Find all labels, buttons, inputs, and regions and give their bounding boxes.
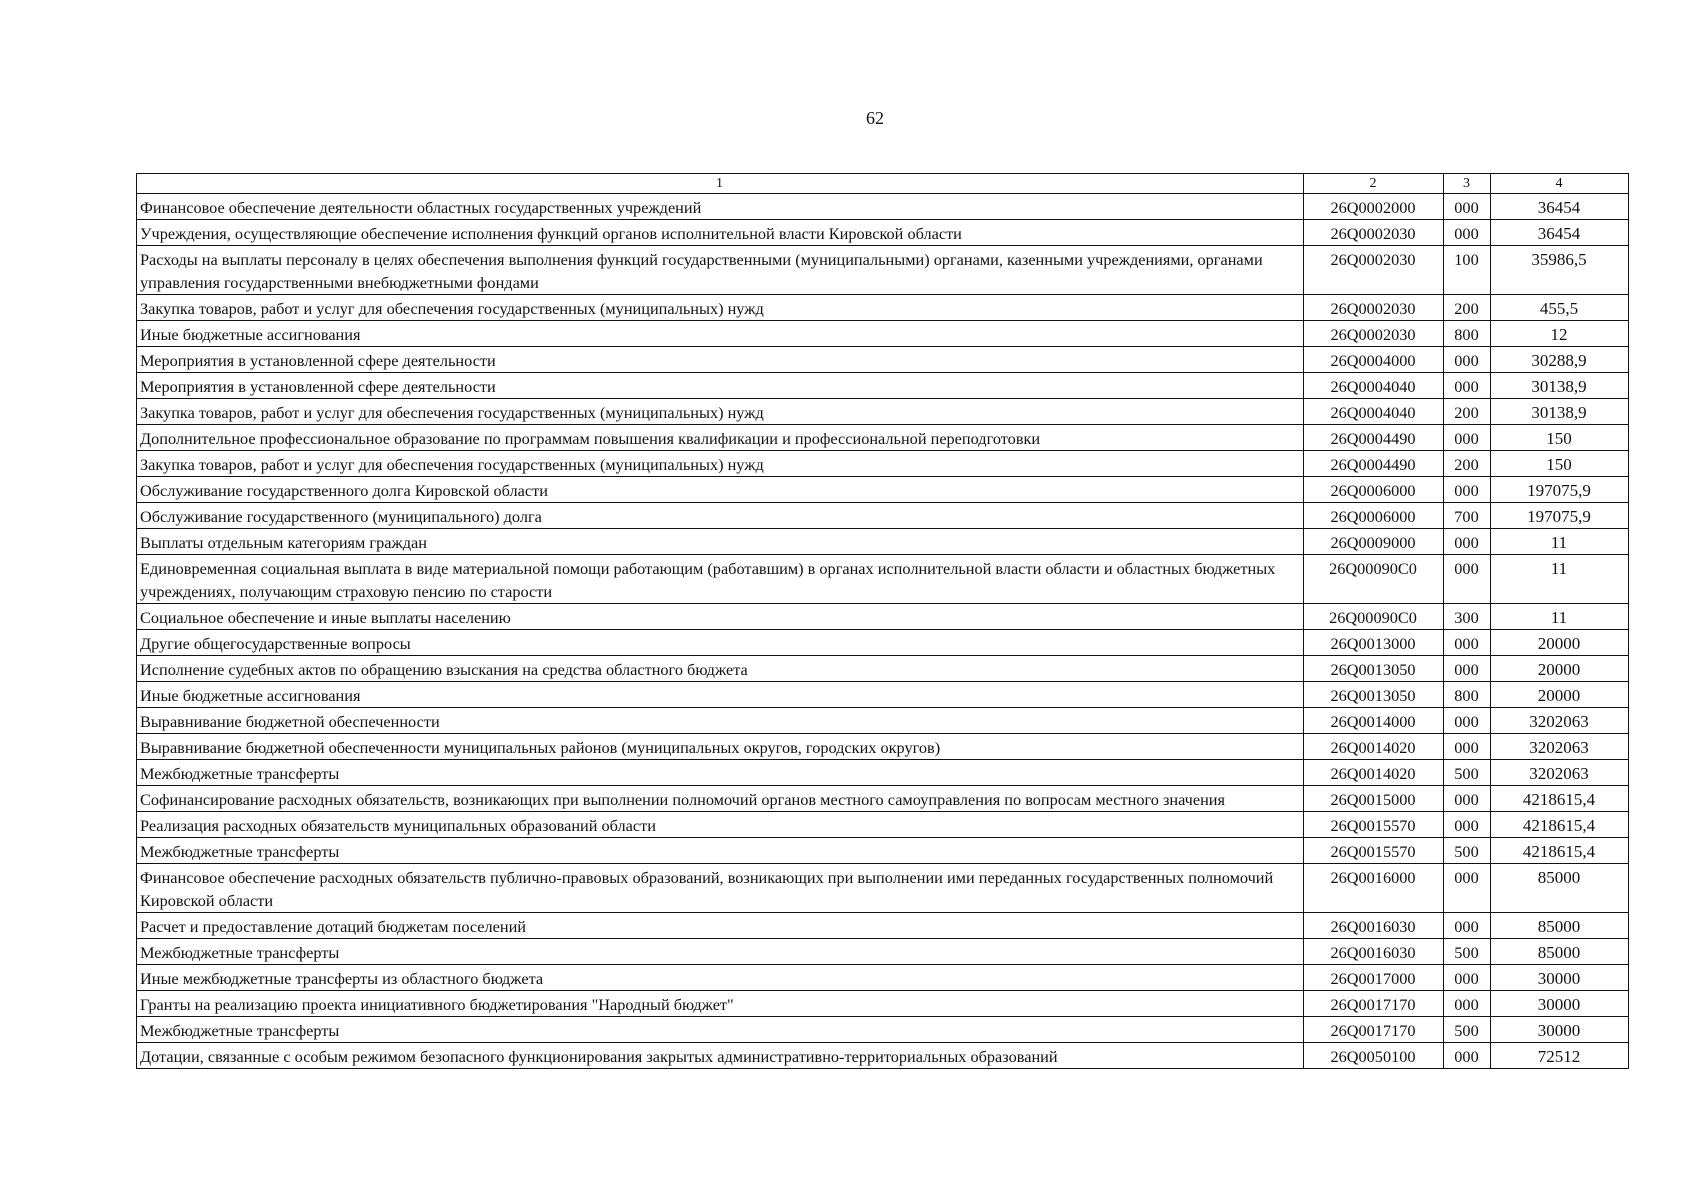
row-code-cell: 26Q0013050 [1304,682,1444,708]
row-type-cell: 200 [1444,295,1491,321]
table-row [137,708,1629,734]
table-row [137,864,1629,913]
row-code-cell: 26Q0017000 [1304,965,1444,991]
row-amount-cell: 150 [1491,425,1629,451]
row-amount-cell: 35986,5 [1491,246,1629,295]
row-amount-cell: 11 [1491,555,1629,604]
table-row [137,321,1629,347]
table-row [137,604,1629,630]
table-row [137,913,1629,939]
row-type-cell: 000 [1444,477,1491,503]
header-col-1: 1 [137,174,1304,194]
row-name-cell: Закупка товаров, работ и услуг для обеспечения государственных (муниципальных) нужд [137,451,1304,477]
row-type-cell: 000 [1444,734,1491,760]
row-name-cell: Мероприятия в установленной сфере деятельности [137,347,1304,373]
row-name-cell: Межбюджетные трансферты [137,939,1304,965]
row-type-cell: 000 [1444,708,1491,734]
row-type-cell: 000 [1444,864,1491,913]
row-amount-cell: 3202063 [1491,734,1629,760]
table-row [137,682,1629,708]
row-name-cell: Расходы на выплаты персоналу в целях обеспечения выполнения функций государственными (муниципальными) органами, казенными учреждениями, органами управления государственными внебюджетными фондами [137,246,1304,295]
row-name-cell: Иные бюджетные ассигнования [137,321,1304,347]
row-code-cell: 26Q0004000 [1304,347,1444,373]
row-amount-cell: 12 [1491,321,1629,347]
table-row [137,425,1629,451]
row-code-cell: 26Q0004040 [1304,373,1444,399]
table-row [137,760,1629,786]
row-name-cell: Реализация расходных обязательств муниципальных образований области [137,812,1304,838]
row-code-cell: 26Q0009000 [1304,529,1444,555]
row-code-cell: 26Q0004490 [1304,451,1444,477]
row-name-cell: Выравнивание бюджетной обеспеченности муниципальных районов (муниципальных округов, городских округов) [137,734,1304,760]
row-type-cell: 000 [1444,373,1491,399]
row-name-cell: Дотации, связанные с особым режимом безопасного функционирования закрытых административно-территориальных образований [137,1043,1304,1069]
row-type-cell: 300 [1444,604,1491,630]
row-amount-cell: 455,5 [1491,295,1629,321]
row-amount-cell: 30138,9 [1491,399,1629,425]
row-type-cell: 000 [1444,1043,1491,1069]
row-code-cell: 26Q0015000 [1304,786,1444,812]
row-code-cell: 26Q0016000 [1304,864,1444,913]
row-type-cell: 000 [1444,425,1491,451]
row-amount-cell: 20000 [1491,682,1629,708]
row-code-cell: 26Q0017170 [1304,991,1444,1017]
row-code-cell: 26Q0014000 [1304,708,1444,734]
row-type-cell: 200 [1444,399,1491,425]
row-type-cell: 500 [1444,760,1491,786]
table-row [137,246,1629,295]
row-amount-cell: 11 [1491,604,1629,630]
row-code-cell: 26Q0004040 [1304,399,1444,425]
header-col-3: 3 [1444,174,1491,194]
row-name-cell: Межбюджетные трансферты [137,838,1304,864]
row-type-cell: 000 [1444,991,1491,1017]
row-amount-cell: 197075,9 [1491,503,1629,529]
row-code-cell: 26Q0006000 [1304,503,1444,529]
row-code-cell: 26Q00090C0 [1304,604,1444,630]
row-code-cell: 26Q0050100 [1304,1043,1444,1069]
row-amount-cell: 85000 [1491,913,1629,939]
row-type-cell: 800 [1444,682,1491,708]
row-amount-cell: 30000 [1491,1017,1629,1043]
row-amount-cell: 85000 [1491,939,1629,965]
table-row [137,1043,1629,1069]
row-code-cell: 26Q0015570 [1304,812,1444,838]
row-amount-cell: 150 [1491,451,1629,477]
page-number: 62 [866,108,884,128]
row-name-cell: Обслуживание государственного долга Кировской области [137,477,1304,503]
row-type-cell: 700 [1444,503,1491,529]
row-amount-cell: 4218615,4 [1491,786,1629,812]
row-name-cell: Мероприятия в установленной сфере деятельности [137,373,1304,399]
row-amount-cell: 20000 [1491,656,1629,682]
row-type-cell: 200 [1444,451,1491,477]
row-type-cell: 500 [1444,838,1491,864]
row-code-cell: 26Q0002030 [1304,220,1444,246]
row-amount-cell: 30288,9 [1491,347,1629,373]
table-row [137,734,1629,760]
row-name-cell: Закупка товаров, работ и услуг для обеспечения государственных (муниципальных) нужд [137,295,1304,321]
row-amount-cell: 36454 [1491,194,1629,220]
row-type-cell: 000 [1444,529,1491,555]
row-amount-cell: 11 [1491,529,1629,555]
row-type-cell: 800 [1444,321,1491,347]
row-amount-cell: 197075,9 [1491,477,1629,503]
budget-table [136,173,1629,1069]
row-code-cell: 26Q0014020 [1304,734,1444,760]
table-row [137,786,1629,812]
row-code-cell: 26Q0016030 [1304,939,1444,965]
row-type-cell: 000 [1444,786,1491,812]
table-row [137,451,1629,477]
row-amount-cell: 3202063 [1491,708,1629,734]
row-name-cell: Межбюджетные трансферты [137,760,1304,786]
row-amount-cell: 36454 [1491,220,1629,246]
row-type-cell: 000 [1444,347,1491,373]
row-code-cell: 26Q0013050 [1304,656,1444,682]
row-name-cell: Софинансирование расходных обязательств, возникающих при выполнении полномочий органов местного самоуправления по вопросам местного значения [137,786,1304,812]
row-type-cell: 000 [1444,965,1491,991]
table-row [137,477,1629,503]
row-name-cell: Исполнение судебных актов по обращению взыскания на средства областного бюджета [137,656,1304,682]
row-code-cell: 26Q0013000 [1304,630,1444,656]
row-name-cell: Единовременная социальная выплата в виде материальной помощи работающим (работавшим) в органах исполнительной власти области и областных бюджетных учреждениях, получающим страховую пенсию по старости [137,555,1304,604]
row-code-cell: 26Q0004490 [1304,425,1444,451]
row-amount-cell: 20000 [1491,630,1629,656]
table-row [137,373,1629,399]
row-name-cell: Гранты на реализацию проекта инициативного бюджетирования "Народный бюджет" [137,991,1304,1017]
table-row [137,220,1629,246]
table-row [137,529,1629,555]
row-code-cell: 26Q0006000 [1304,477,1444,503]
row-type-cell: 000 [1444,194,1491,220]
row-name-cell: Обслуживание государственного (муниципального) долга [137,503,1304,529]
row-type-cell: 000 [1444,220,1491,246]
row-amount-cell: 85000 [1491,864,1629,913]
table-row [137,939,1629,965]
row-code-cell: 26Q0017170 [1304,1017,1444,1043]
row-name-cell: Учреждения, осуществляющие обеспечение исполнения функций органов исполнительной власти Кировской области [137,220,1304,246]
row-type-cell: 000 [1444,656,1491,682]
row-amount-cell: 72512 [1491,1043,1629,1069]
row-name-cell: Финансовое обеспечение деятельности областных государственных учреждений [137,194,1304,220]
row-name-cell: Социальное обеспечение и иные выплаты населению [137,604,1304,630]
header-col-2: 2 [1304,174,1444,194]
row-name-cell: Выплаты отдельным категориям граждан [137,529,1304,555]
row-code-cell: 26Q0002000 [1304,194,1444,220]
row-name-cell: Закупка товаров, работ и услуг для обеспечения государственных (муниципальных) нужд [137,399,1304,425]
row-name-cell: Расчет и предоставление дотаций бюджетам поселений [137,913,1304,939]
row-type-cell: 000 [1444,630,1491,656]
row-code-cell: 26Q0002030 [1304,321,1444,347]
table-row [137,812,1629,838]
table-row [137,347,1629,373]
table-row [137,630,1629,656]
row-type-cell: 500 [1444,1017,1491,1043]
table-row [137,295,1629,321]
table-row [137,1017,1629,1043]
row-code-cell: 26Q0002030 [1304,246,1444,295]
row-type-cell: 100 [1444,246,1491,295]
row-type-cell: 000 [1444,913,1491,939]
row-amount-cell: 30000 [1491,991,1629,1017]
row-code-cell: 26Q00090C0 [1304,555,1444,604]
row-name-cell: Выравнивание бюджетной обеспеченности [137,708,1304,734]
table-header-row [137,174,1629,194]
row-amount-cell: 30000 [1491,965,1629,991]
row-code-cell: 26Q0015570 [1304,838,1444,864]
row-type-cell: 000 [1444,555,1491,604]
row-amount-cell: 30138,9 [1491,373,1629,399]
table-row [137,399,1629,425]
row-code-cell: 26Q0002030 [1304,295,1444,321]
row-amount-cell: 4218615,4 [1491,812,1629,838]
row-amount-cell: 3202063 [1491,760,1629,786]
row-name-cell: Финансовое обеспечение расходных обязательств публично-правовых образований, возникающих при выполнении ими переданных государственных полномочий Кировской области [137,864,1304,913]
table-row [137,838,1629,864]
table-row [137,991,1629,1017]
row-type-cell: 000 [1444,812,1491,838]
row-code-cell: 26Q0014020 [1304,760,1444,786]
row-code-cell: 26Q0016030 [1304,913,1444,939]
table-row [137,965,1629,991]
row-name-cell: Другие общегосударственные вопросы [137,630,1304,656]
row-name-cell: Иные межбюджетные трансферты из областного бюджета [137,965,1304,991]
row-type-cell: 500 [1444,939,1491,965]
table-row [137,656,1629,682]
row-name-cell: Иные бюджетные ассигнования [137,682,1304,708]
table-row [137,194,1629,220]
row-amount-cell: 4218615,4 [1491,838,1629,864]
row-name-cell: Дополнительное профессиональное образование по программам повышения квалификации и профессиональной переподготовки [137,425,1304,451]
row-name-cell: Межбюджетные трансферты [137,1017,1304,1043]
table-row [137,503,1629,529]
table-row [137,555,1629,604]
header-col-4: 4 [1491,174,1629,194]
